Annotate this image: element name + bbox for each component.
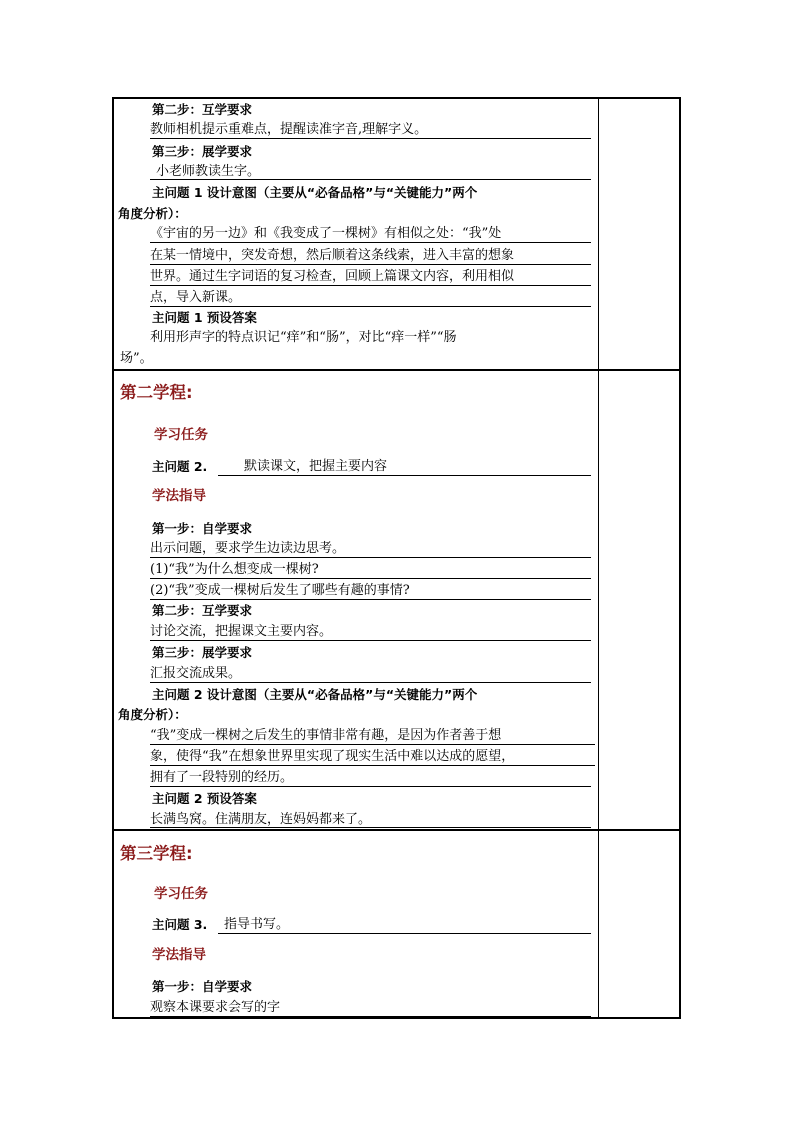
- underline: [150, 557, 591, 558]
- underline: [150, 138, 591, 139]
- guiding-question-2: (2)“我”变成一棵树后发生了哪些有趣的事情?: [150, 583, 410, 598]
- lesson-plan-table: [112, 97, 681, 1019]
- answer1-label: 主问题 1 预设答案: [152, 310, 257, 325]
- underline: [150, 744, 595, 745]
- intent1-title-cont: 角度分析）：: [118, 206, 187, 221]
- task-label: 学习任务: [154, 886, 208, 902]
- underline: [218, 475, 591, 476]
- column-divider: [598, 99, 599, 1017]
- intent1-text: 点，导入新课。: [150, 290, 242, 305]
- underline: [150, 285, 591, 286]
- guiding-question-1: (1)“我”为什么想变成一棵树?: [150, 562, 319, 577]
- step1-label: 第一步：自学要求: [152, 979, 253, 994]
- method-label: 学法指导: [152, 488, 206, 504]
- underline: [218, 933, 591, 934]
- step1-text: 观察本课要求会写的字: [150, 1000, 281, 1015]
- answer1-text-cont: 场”。: [120, 351, 153, 366]
- underline: [150, 827, 591, 828]
- stage-title: 第二学程:: [120, 383, 193, 402]
- row-divider-1: [114, 369, 679, 371]
- row-divider-2: [114, 829, 679, 831]
- step3-text: 小老师教读生字。: [156, 164, 261, 179]
- step3-label: 第三步：展学要求: [152, 645, 253, 660]
- intent2-text: 拥有了一段特别的经历。: [150, 770, 294, 785]
- underline: [150, 640, 591, 641]
- intent1-text: 在某一情境中，突发奇想，然后顺着这条线索，进入丰富的想象: [150, 248, 515, 263]
- underline: [150, 599, 591, 600]
- question3-label: 主问题 3.: [152, 917, 208, 932]
- step2-text: 讨论交流，把握课文主要内容。: [150, 624, 333, 639]
- stage-title: 第三学程:: [120, 844, 193, 863]
- underline: [150, 765, 595, 766]
- question2-text: 默读课文，把握主要内容: [244, 459, 388, 474]
- intent2-title: 主问题 2 设计意图（主要从“必备品格”与“关键能力”两个: [152, 687, 478, 702]
- intent2-title-cont: 角度分析）：: [118, 707, 187, 722]
- underline: [150, 179, 591, 180]
- intent1-text: 《宇宙的另一边》和《我变成了一棵树》有相似之处：“我”处: [150, 226, 502, 241]
- answer2-label: 主问题 2 预设答案: [152, 791, 257, 806]
- step2-label: 第二步：互学要求: [152, 102, 253, 117]
- step1-text: 出示问题，要求学生边读边思考。: [150, 541, 346, 556]
- step2-text: 教师相机提示重难点，提醒读准字音,理解字义。: [150, 122, 428, 137]
- underline: [150, 242, 591, 243]
- method-label: 学法指导: [152, 947, 206, 963]
- step2-label: 第二步：互学要求: [152, 603, 253, 618]
- intent1-title: 主问题 1 设计意图（主要从“必备品格”与“关键能力”两个: [152, 185, 478, 200]
- answer2-text: 长满鸟窝。住满朋友，连妈妈都来了。: [150, 812, 372, 827]
- underline: [150, 682, 591, 683]
- underline: [150, 306, 591, 307]
- task-label: 学习任务: [154, 427, 208, 443]
- answer1-text: 利用形声字的特点识记“痒”和“肠”，对比“痒一样”“肠: [150, 330, 457, 345]
- underline: [150, 264, 591, 265]
- question3-text: 指导书写。: [224, 917, 290, 932]
- step3-text: 汇报交流成果。: [150, 666, 242, 681]
- step1-label: 第一步：自学要求: [152, 521, 253, 536]
- underline: [150, 578, 591, 579]
- underline: [150, 786, 591, 787]
- intent1-text: 世界。通过生字词语的复习检查，回顾上篇课文内容，利用相似: [150, 269, 515, 284]
- underline: [150, 1016, 591, 1017]
- step3-label: 第三步：展学要求: [152, 144, 253, 159]
- intent2-text: “我”变成一棵树之后发生的事情非常有趣，是因为作者善于想: [150, 728, 502, 743]
- question2-label: 主问题 2.: [152, 459, 208, 474]
- intent2-text: 象，使得“我”在想象世界里实现了现实生活中难以达成的愿望，: [150, 749, 515, 764]
